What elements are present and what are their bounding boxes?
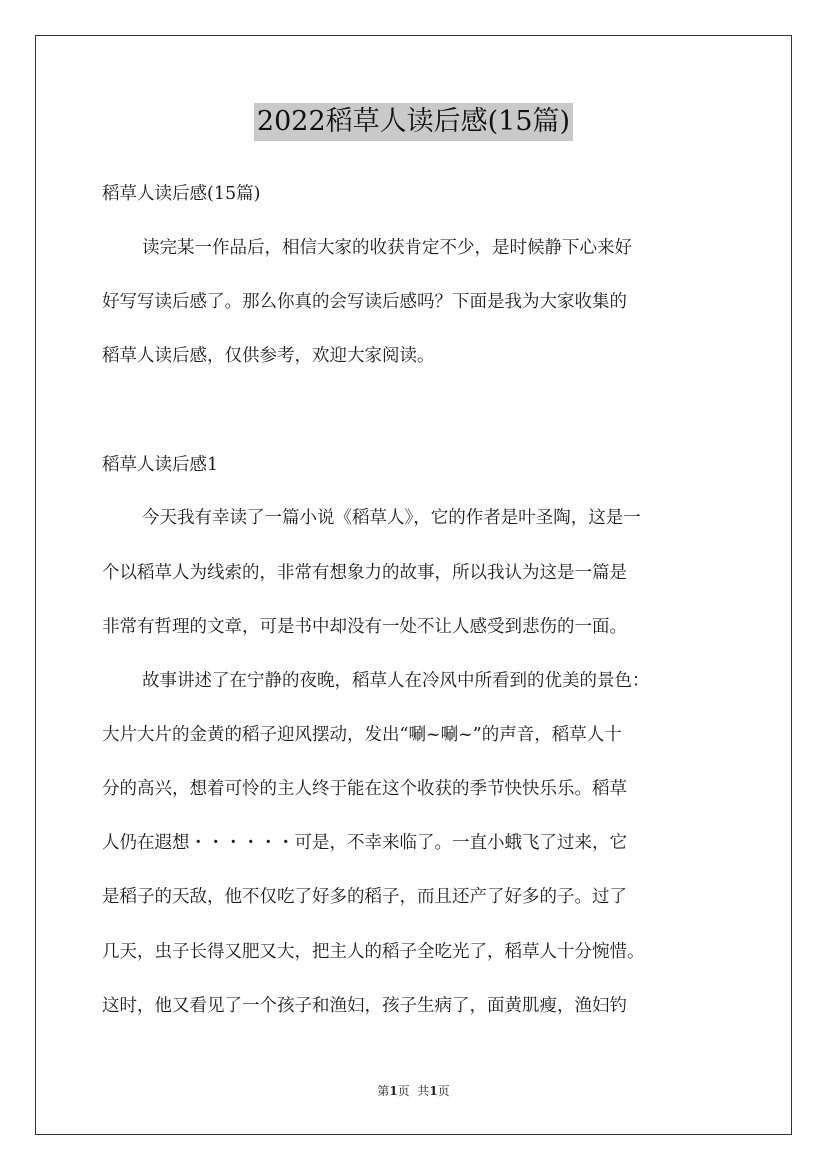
title-container [0,103,827,141]
paragraph-line: 个以稻草人为线索的，非常有想象力的故事，所以我认为这是一篇是 [102,563,627,583]
intro-line: 稻草人读后感，仅供参考，欢迎大家阅读。 [102,346,435,366]
document-title: 2022稻草人读后感(15篇) [254,103,573,141]
paragraph-line: 故事讲述了在宁静的夜晚，稻草人在冷风中所看到的优美的景色： [142,671,650,691]
paragraph-line: 这时，他又看见了一个孩子和渔妇，孩子生病了，面黄肌瘦，渔妇钓 [102,996,627,1016]
paragraph-line: 分的高兴，想着可怜的主人终于能在这个收获的季节快快乐乐。稻草 [102,779,627,799]
paragraph-line: 大片大片的金黄的稻子迎风摆动，发出“唰~唰~”的声音，稻草人十 [102,725,622,745]
footer-page-number: 1 [389,1084,398,1098]
paragraph-line: 人仍在遐想・・・・・・可是，不幸来临了。一直小蛾飞了过来，它 [102,833,627,853]
footer-total-pages: 1 [429,1084,438,1098]
footer-mid: 页 共 [397,1084,430,1098]
paragraph-line: 今天我有幸读了一篇小说《稻草人》，它的作者是叶圣陶，这是一 [142,508,641,528]
paragraph-line: 几天，虫子长得又肥又大，把主人的稻子全吃光了，稻草人十分惋惜。 [102,942,645,962]
intro-line: 好写写读后感了。那么你真的会写读后感吗？下面是我为大家收集的 [102,292,627,312]
document-subtitle: 稻草人读后感(15篇) [102,184,261,204]
intro-line: 读完某一作品后，相信大家的收获肯定不少，是时候静下心来好 [142,238,632,258]
footer-suffix: 页 [437,1084,450,1098]
footer-prefix: 第 [377,1084,390,1098]
paragraph-line: 非常有哲理的文章，可是书中却没有一处不让人感受到悲伤的一面。 [102,617,627,637]
page-footer [0,1082,827,1099]
paragraph-line: 是稻子的天敌，他不仅吃了好多的稻子，而且还产了好多的子。过了 [102,887,627,907]
section-heading: 稻草人读后感1 [102,455,219,475]
